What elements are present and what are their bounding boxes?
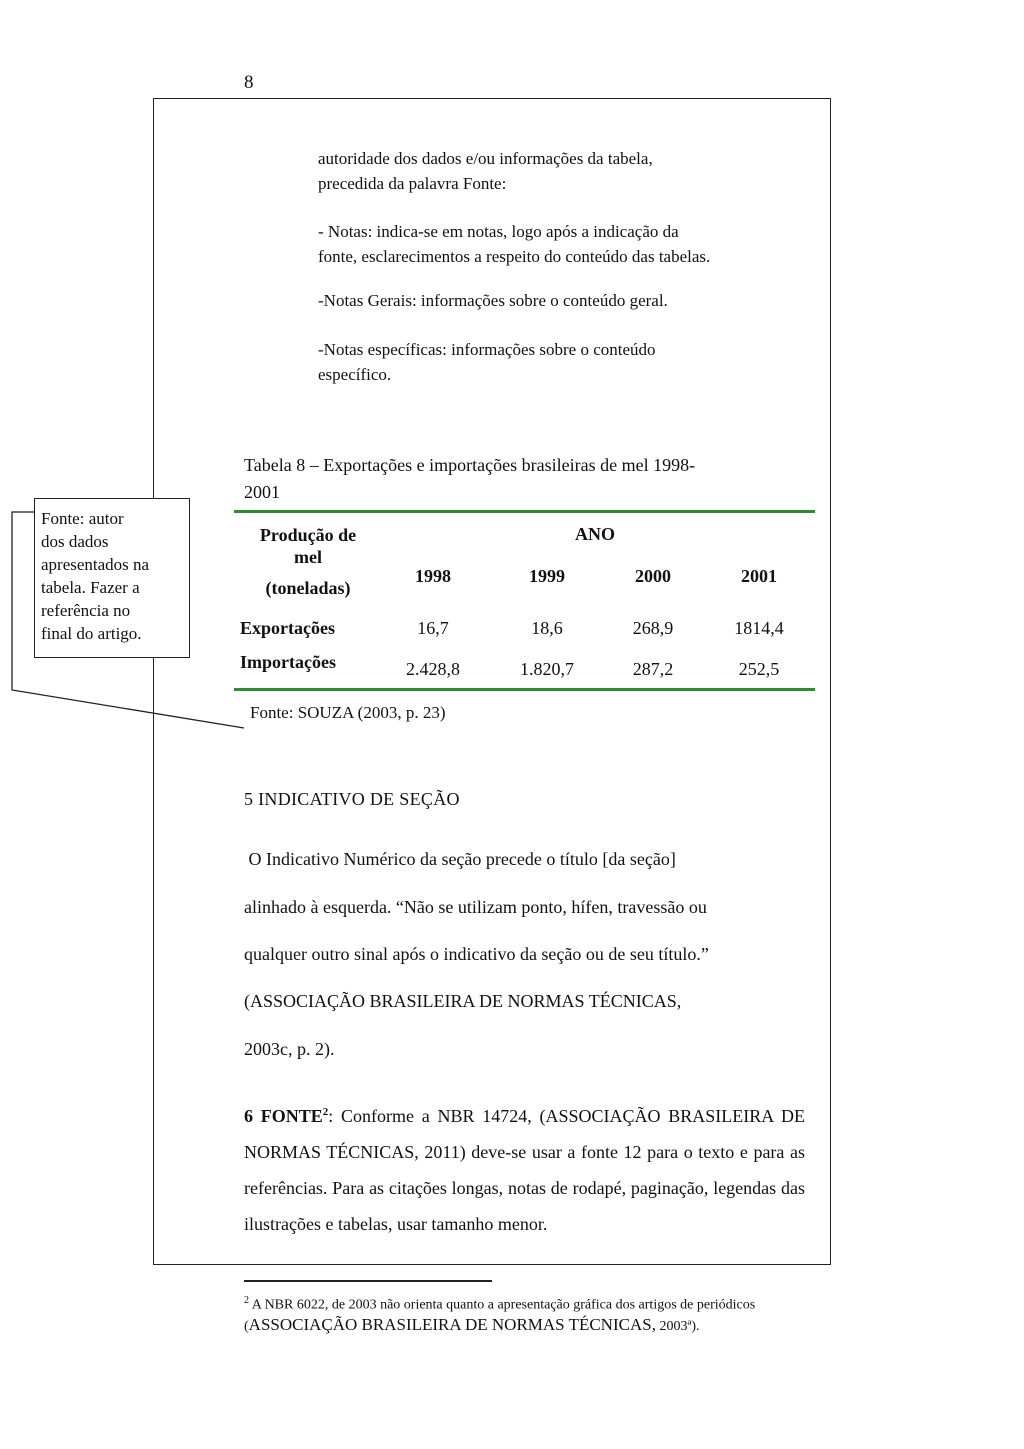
section-5-line: qualquer outro sinal após o indicativo da seção ou de seu título.”	[244, 944, 709, 964]
footnote-citation: ASSOCIAÇÃO BRASILEIRA DE NORMAS TÉCNICAS,	[248, 1314, 656, 1334]
source-description-line: autoridade dos dados e/ou informações da tabela,	[318, 149, 653, 168]
table-caption-line: Tabela 8 – Exportações e importações brasileiras de mel 1998-	[244, 455, 696, 475]
footnote-separator	[244, 1280, 492, 1282]
callout-line: Fonte: autor	[41, 509, 124, 528]
table-cell: 1.820,7	[520, 659, 574, 679]
callout-line: apresentados na	[41, 555, 150, 574]
footnote-text: A NBR 6022, de 2003 não orienta quanto a apresentação gráfica dos artigos de periódicos (	[244, 1297, 756, 1334]
notas-especificas-line: -Notas específicas: informações sobre o conteúdo	[318, 340, 656, 359]
header-year: 2000	[635, 566, 671, 586]
callout-line: dos dados	[41, 532, 109, 551]
table-source: Fonte: SOUZA (2003, p. 23)	[250, 703, 446, 722]
section-5-line: alinhado à esquerda. “Não se utilizam ponto, hífen, travessão ou	[244, 897, 707, 917]
callout-line: final do artigo.	[41, 624, 142, 643]
footnote-text-end: 2003ª).	[655, 1318, 700, 1334]
footnote	[244, 1291, 814, 1336]
table-cell: 16,7	[417, 618, 449, 638]
header-production-line: mel	[294, 547, 322, 567]
section-6-heading: 6 FONTE	[244, 1106, 323, 1126]
section-5-line: (ASSOCIAÇÃO BRASILEIRA DE NORMAS TÉCNICAS,	[244, 991, 682, 1011]
section-5-line: O Indicativo Numérico da seção precede o título [da seção]	[244, 849, 676, 869]
notas-especificas-line: específico.	[318, 365, 392, 384]
page-number: 8	[244, 72, 254, 93]
table-cell: 252,5	[738, 659, 780, 679]
callout-line: referência no	[41, 601, 131, 620]
notas-gerais-line: -Notas Gerais: informações sobre o conteúdo geral.	[318, 291, 668, 310]
table-cell: 268,9	[632, 618, 674, 638]
callout-note	[34, 498, 190, 658]
table-cell: 1814,4	[734, 618, 784, 638]
footnote-marker: 2	[244, 1295, 249, 1306]
row-label: Importações	[240, 652, 336, 672]
header-production-line: Produção de	[259, 525, 357, 545]
header-production-unit: (toneladas)	[265, 578, 351, 598]
table-cell: 2.428,8	[406, 659, 460, 679]
footnote-ref: 2	[322, 1106, 329, 1118]
notas-line: - Notas: indica-se em notas, logo após a indicação da	[318, 222, 679, 241]
notas-line: fonte, esclarecimentos a respeito do conteúdo das tabelas.	[318, 247, 711, 266]
header-year: 1999	[529, 566, 565, 586]
section-5-line: 2003c, p. 2).	[244, 1039, 335, 1059]
table-caption-line: 2001	[244, 482, 280, 502]
callout-line: tabela. Fazer a	[41, 578, 140, 597]
section-6-body: : Conforme a NBR 14724, (ASSOCIAÇÃO BRASILEIRA DE NORMAS TÉCNICAS, 2011) deve-se usar a fonte 12 para o texto e para as referências. Para as citações longas, notas de rodapé, paginação, legendas das ilustrações e tabelas, usar tamanho menor.	[244, 1106, 805, 1234]
section-5-title: 5 INDICATIVO DE SEÇÃO	[244, 789, 460, 809]
row-label: Exportações	[240, 618, 335, 638]
table-cell: 18,6	[531, 618, 563, 638]
header-year: 2001	[741, 566, 777, 586]
header-ano: ANO	[575, 524, 615, 544]
header-year: 1998	[415, 566, 451, 586]
source-description-line: precedida da palavra Fonte:	[318, 174, 507, 193]
section-6-paragraph	[244, 1094, 805, 1242]
table-cell: 287,2	[632, 659, 674, 679]
